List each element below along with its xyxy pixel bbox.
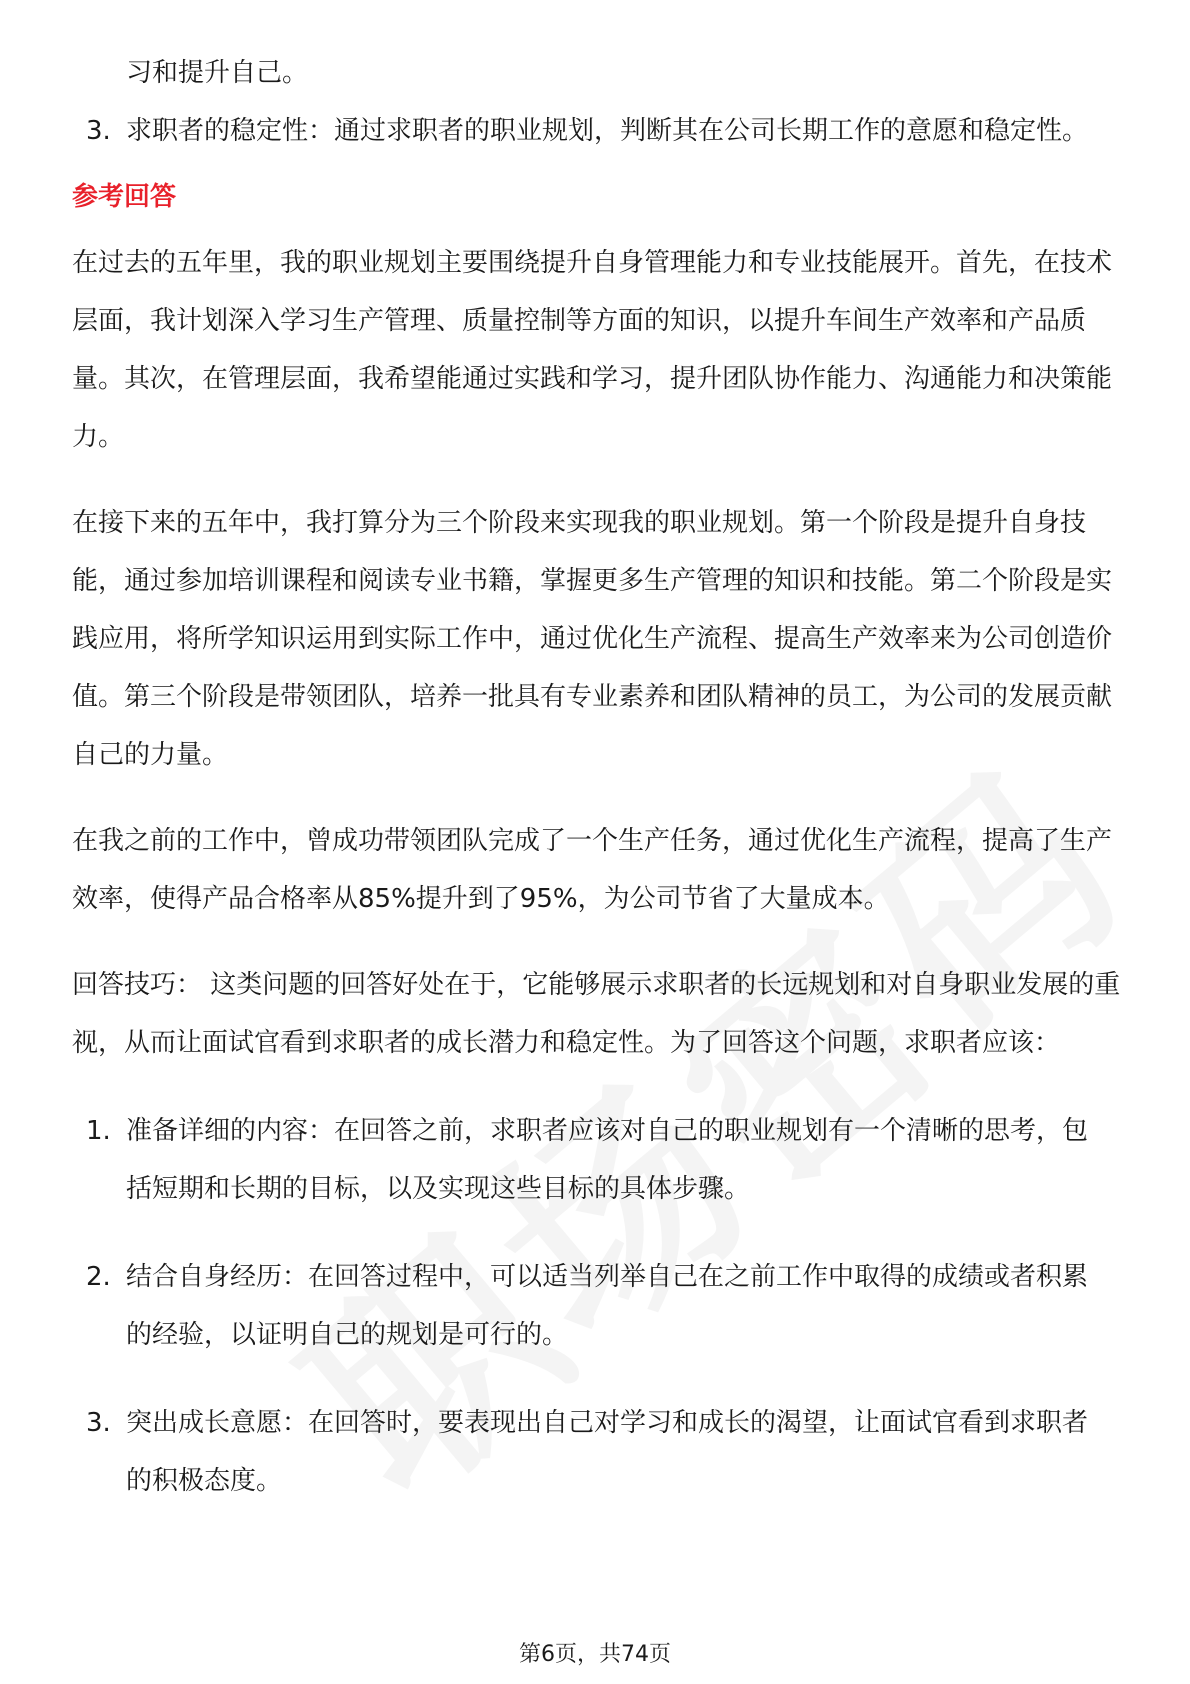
list-text: 求职者的稳定性：通过求职者的职业规划，判断其在公司长期工作的意愿和稳定性。 [126,116,1089,146]
list-item [72,1248,1122,1364]
list-number: 1. [86,1116,111,1146]
list-item [72,1102,1122,1218]
answer-paragraph: 在接下来的五年中，我打算分为三个阶段来实现我的职业规划。第一个阶段是提升自身技能，通过参加培训课程和阅读专业书籍，掌握更多生产管理的知识和技能。第二个阶段是实践应用，将所学知识运用到实际工作中，通过优化生产流程、提高生产效率来为公司创造价值。第三个阶段是带领团队，培养一批具有专业素养和团队精神的员工，为公司的发展贡献自己的力量。 [72,508,1113,770]
answer-paragraph: 在过去的五年里，我的职业规划主要围绕提升自身管理能力和专业技能展开。首先，在技术层面，我计划深入学习生产管理、质量控制等方面的知识，以提升车间生产效率和产品质量。其次，在管理层面，我希望能通过实践和学习，提升团队协作能力、沟通能力和决策能力。 [72,248,1113,452]
list-text: 结合自身经历：在回答过程中，可以适当列举自己在之前工作中取得的成绩或者积累的经验，以证明自己的规划是可行的。 [126,1262,1089,1350]
list-text: 准备详细的内容：在回答之前，求职者应该对自己的职业规划有一个清晰的思考，包括短期和长期的目标，以及实现这些目标的具体步骤。 [126,1116,1089,1204]
answer-paragraph: 在我之前的工作中，曾成功带领团队完成了一个生产任务，通过优化生产流程，提高了生产效率，使得产品合格率从85%提升到了95%，为公司节省了大量成本。 [72,826,1113,914]
section-heading: 参考回答 [72,182,177,212]
continuation-text: 习和提升自己。 [126,58,309,88]
list-item [72,102,1122,160]
list-number: 3. [86,1408,111,1438]
tips-paragraph: 回答技巧： 这类问题的回答好处在于，它能够展示求职者的长远规划和对自身职业发展的重视，从而让面试官看到求职者的成长潜力和稳定性。为了回答这个问题，求职者应该： [72,970,1121,1058]
list-text: 突出成长意愿：在回答时，要表现出自己对学习和成长的渴望，让面试官看到求职者的积极态度。 [126,1408,1089,1496]
list-number: 3. [86,116,111,146]
page-content [72,44,1122,1510]
list-item [72,1394,1122,1510]
page-footer: 第6页，共74页 [519,1642,671,1667]
list-number: 2. [86,1262,111,1292]
